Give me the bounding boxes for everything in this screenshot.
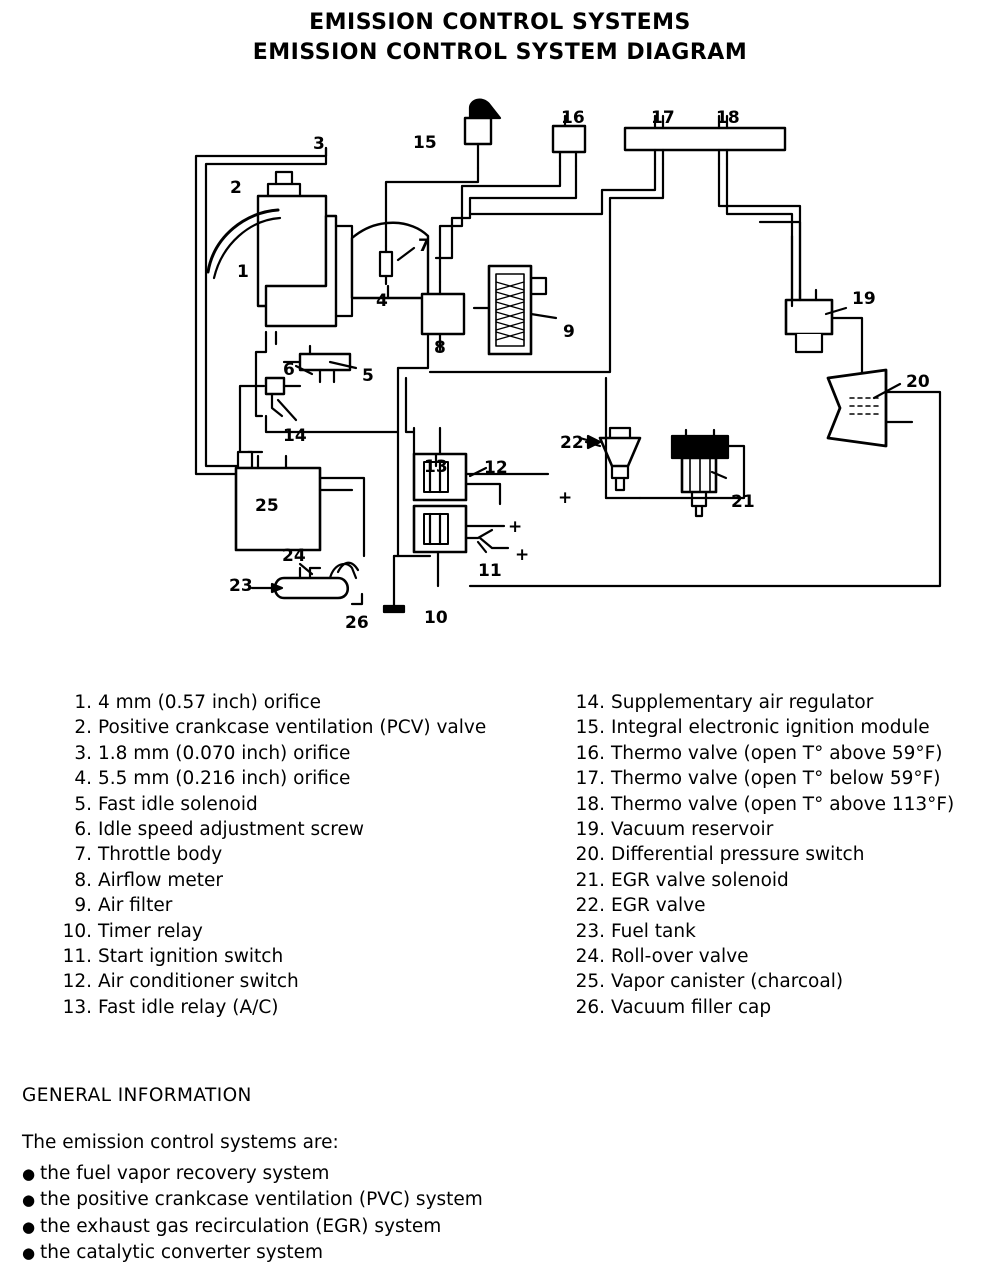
legend-number: 9. bbox=[74, 895, 92, 917]
legend-label: EGR valve bbox=[611, 895, 706, 917]
legend-number: 7. bbox=[74, 844, 92, 866]
legend-number: 16. bbox=[575, 742, 605, 764]
general-information-intro: The emission control systems are: bbox=[22, 1132, 339, 1153]
title-line-1: EMISSION CONTROL SYSTEMS bbox=[309, 10, 691, 35]
legend-item bbox=[62, 842, 532, 867]
legend-item bbox=[575, 919, 995, 944]
legend-item bbox=[62, 690, 532, 715]
legend-item bbox=[62, 919, 532, 944]
legend-label: Thermo valve (open T° above 59°F) bbox=[611, 742, 943, 764]
legend-label: Timer relay bbox=[98, 920, 203, 942]
legend-item bbox=[575, 766, 995, 791]
bullet-dot-icon: ● bbox=[22, 1165, 36, 1183]
legend-number: 18. bbox=[575, 793, 605, 815]
callout-25: 25 bbox=[255, 496, 279, 516]
bullet-dot-icon: ● bbox=[22, 1217, 36, 1236]
callout-24: 24 bbox=[282, 546, 306, 566]
bullet-text: the exhaust gas recirculation (EGR) system bbox=[40, 1215, 442, 1237]
legend-label: Vacuum filler cap bbox=[611, 996, 772, 1018]
legend-label: 4 mm (0.57 inch) orifice bbox=[98, 692, 321, 713]
legend-number: 22. bbox=[575, 895, 605, 917]
callout-11: 11 bbox=[478, 561, 502, 581]
legend-label: Air conditioner switch bbox=[98, 971, 299, 993]
title-line-2: EMISSION CONTROL SYSTEM DIAGRAM bbox=[252, 40, 748, 65]
legend-number: 4. bbox=[74, 768, 92, 790]
legend-item bbox=[575, 969, 995, 994]
legend-item bbox=[575, 715, 995, 740]
callout-7: 7 bbox=[418, 236, 430, 256]
bullet-text: the positive crankcase ventilation (PVC) system bbox=[40, 1189, 483, 1211]
callout-23: 23 bbox=[229, 576, 253, 596]
legend-label: Fast idle relay (A/C) bbox=[98, 996, 279, 1018]
legend-number: 2. bbox=[74, 717, 92, 739]
callout-20: 20 bbox=[906, 372, 930, 392]
legend-item bbox=[62, 817, 532, 842]
legend-item bbox=[62, 944, 532, 969]
page-title bbox=[0, 8, 1000, 68]
legend-number: 10. bbox=[62, 920, 92, 942]
legend-number: 17. bbox=[575, 768, 605, 790]
legend-label: 1.8 mm (0.070 inch) orifice bbox=[98, 742, 351, 764]
legend-column-right bbox=[575, 690, 995, 1020]
plus-mark-1: + bbox=[558, 488, 573, 508]
legend-item bbox=[575, 817, 995, 842]
legend-label: Throttle body bbox=[98, 844, 223, 866]
legend-item bbox=[575, 944, 995, 969]
legend-item bbox=[575, 792, 995, 817]
legend-item bbox=[575, 690, 995, 715]
legend-item bbox=[62, 766, 532, 791]
legend-label: Idle speed adjustment screw bbox=[98, 819, 364, 841]
callout-17: 17 bbox=[651, 108, 675, 128]
legend-number: 14. bbox=[575, 692, 605, 713]
callout-2: 2 bbox=[230, 178, 242, 198]
legend-number: 6. bbox=[74, 819, 92, 841]
legend-number: 8. bbox=[74, 869, 92, 891]
callout-16: 16 bbox=[561, 108, 585, 128]
callout-13: 13 bbox=[424, 457, 448, 477]
legend-item bbox=[62, 995, 532, 1020]
legend-item bbox=[575, 995, 995, 1020]
legend-label: Thermo valve (open T° below 59°F) bbox=[611, 768, 941, 790]
legend-item bbox=[575, 893, 995, 918]
callout-21: 21 bbox=[731, 492, 755, 512]
legend-number: 15. bbox=[575, 717, 605, 739]
legend-label: Thermo valve (open T° above 113°F) bbox=[611, 793, 955, 815]
legend-label: Integral electronic ignition module bbox=[611, 717, 930, 739]
legend-item bbox=[62, 715, 532, 740]
legend-label: Fuel tank bbox=[611, 920, 696, 942]
callout-15: 15 bbox=[413, 133, 437, 153]
legend-label: Air filter bbox=[98, 895, 173, 917]
legend-number: 23. bbox=[575, 920, 605, 942]
legend-number: 12. bbox=[62, 971, 92, 993]
emission-control-system-diagram bbox=[0, 86, 1000, 646]
callout-1: 1 bbox=[237, 262, 249, 282]
legend-item bbox=[575, 741, 995, 766]
callout-22: 22 bbox=[560, 433, 584, 453]
plus-mark-2: + bbox=[508, 517, 523, 537]
legend-label: Positive crankcase ventilation (PCV) valve bbox=[98, 717, 487, 739]
legend-number: 5. bbox=[74, 793, 92, 815]
legend-number: 20. bbox=[575, 844, 605, 866]
callout-12: 12 bbox=[484, 458, 508, 478]
callout-3: 3 bbox=[313, 134, 325, 154]
legend-number: 21. bbox=[575, 869, 605, 891]
legend-number: 19. bbox=[575, 819, 605, 841]
legend-number: 13. bbox=[62, 996, 92, 1018]
general-information-heading: GENERAL INFORMATION bbox=[22, 1085, 252, 1106]
legend-item bbox=[62, 792, 532, 817]
callout-5: 5 bbox=[362, 366, 374, 386]
callout-26: 26 bbox=[345, 613, 369, 633]
legend-item bbox=[62, 741, 532, 766]
legend-column-left bbox=[62, 690, 532, 1020]
legend-number: 25. bbox=[575, 971, 605, 993]
legend-label: Fast idle solenoid bbox=[98, 793, 258, 815]
legend-number: 1. bbox=[74, 692, 92, 713]
legend-label: Start ignition switch bbox=[98, 946, 284, 968]
bullet-list-item bbox=[22, 1161, 982, 1187]
callout-14: 14 bbox=[283, 426, 307, 446]
callout-4: 4 bbox=[376, 291, 388, 311]
callout-10: 10 bbox=[424, 608, 448, 628]
legend-item bbox=[62, 893, 532, 918]
legend-number: 3. bbox=[74, 742, 92, 764]
legend-number: 11. bbox=[62, 946, 92, 968]
bullet-text: the catalytic converter system bbox=[40, 1242, 324, 1264]
legend-item bbox=[575, 842, 995, 867]
legend-item bbox=[575, 868, 995, 893]
bullet-list-item bbox=[22, 1214, 982, 1240]
bullet-text: the fuel vapor recovery system bbox=[40, 1163, 330, 1184]
legend-label: Differential pressure switch bbox=[611, 844, 865, 866]
callout-18: 18 bbox=[716, 108, 740, 128]
legend-label: 5.5 mm (0.216 inch) orifice bbox=[98, 768, 351, 790]
callout-9: 9 bbox=[563, 322, 575, 342]
general-information-section bbox=[22, 1085, 982, 1267]
callout-8: 8 bbox=[434, 338, 446, 358]
bullet-list-item bbox=[22, 1240, 982, 1266]
legend-label: Airflow meter bbox=[98, 869, 224, 891]
legend-label: Vapor canister (charcoal) bbox=[611, 971, 844, 993]
bullet-dot-icon: ● bbox=[22, 1244, 36, 1263]
bullet-list-item bbox=[22, 1187, 982, 1213]
legend-item bbox=[62, 969, 532, 994]
legend-label: Supplementary air regulator bbox=[611, 692, 874, 713]
plus-mark-3: + bbox=[515, 545, 530, 565]
legend-item bbox=[62, 868, 532, 893]
legend bbox=[0, 690, 1000, 1020]
legend-label: Roll-over valve bbox=[611, 946, 749, 968]
callout-6: 6 bbox=[283, 360, 295, 380]
legend-number: 26. bbox=[575, 996, 605, 1018]
callout-19: 19 bbox=[852, 289, 876, 309]
legend-label: EGR valve solenoid bbox=[611, 869, 789, 891]
bullet-dot-icon: ● bbox=[22, 1191, 36, 1210]
legend-number: 24. bbox=[575, 946, 605, 968]
legend-label: Vacuum reservoir bbox=[611, 819, 774, 841]
